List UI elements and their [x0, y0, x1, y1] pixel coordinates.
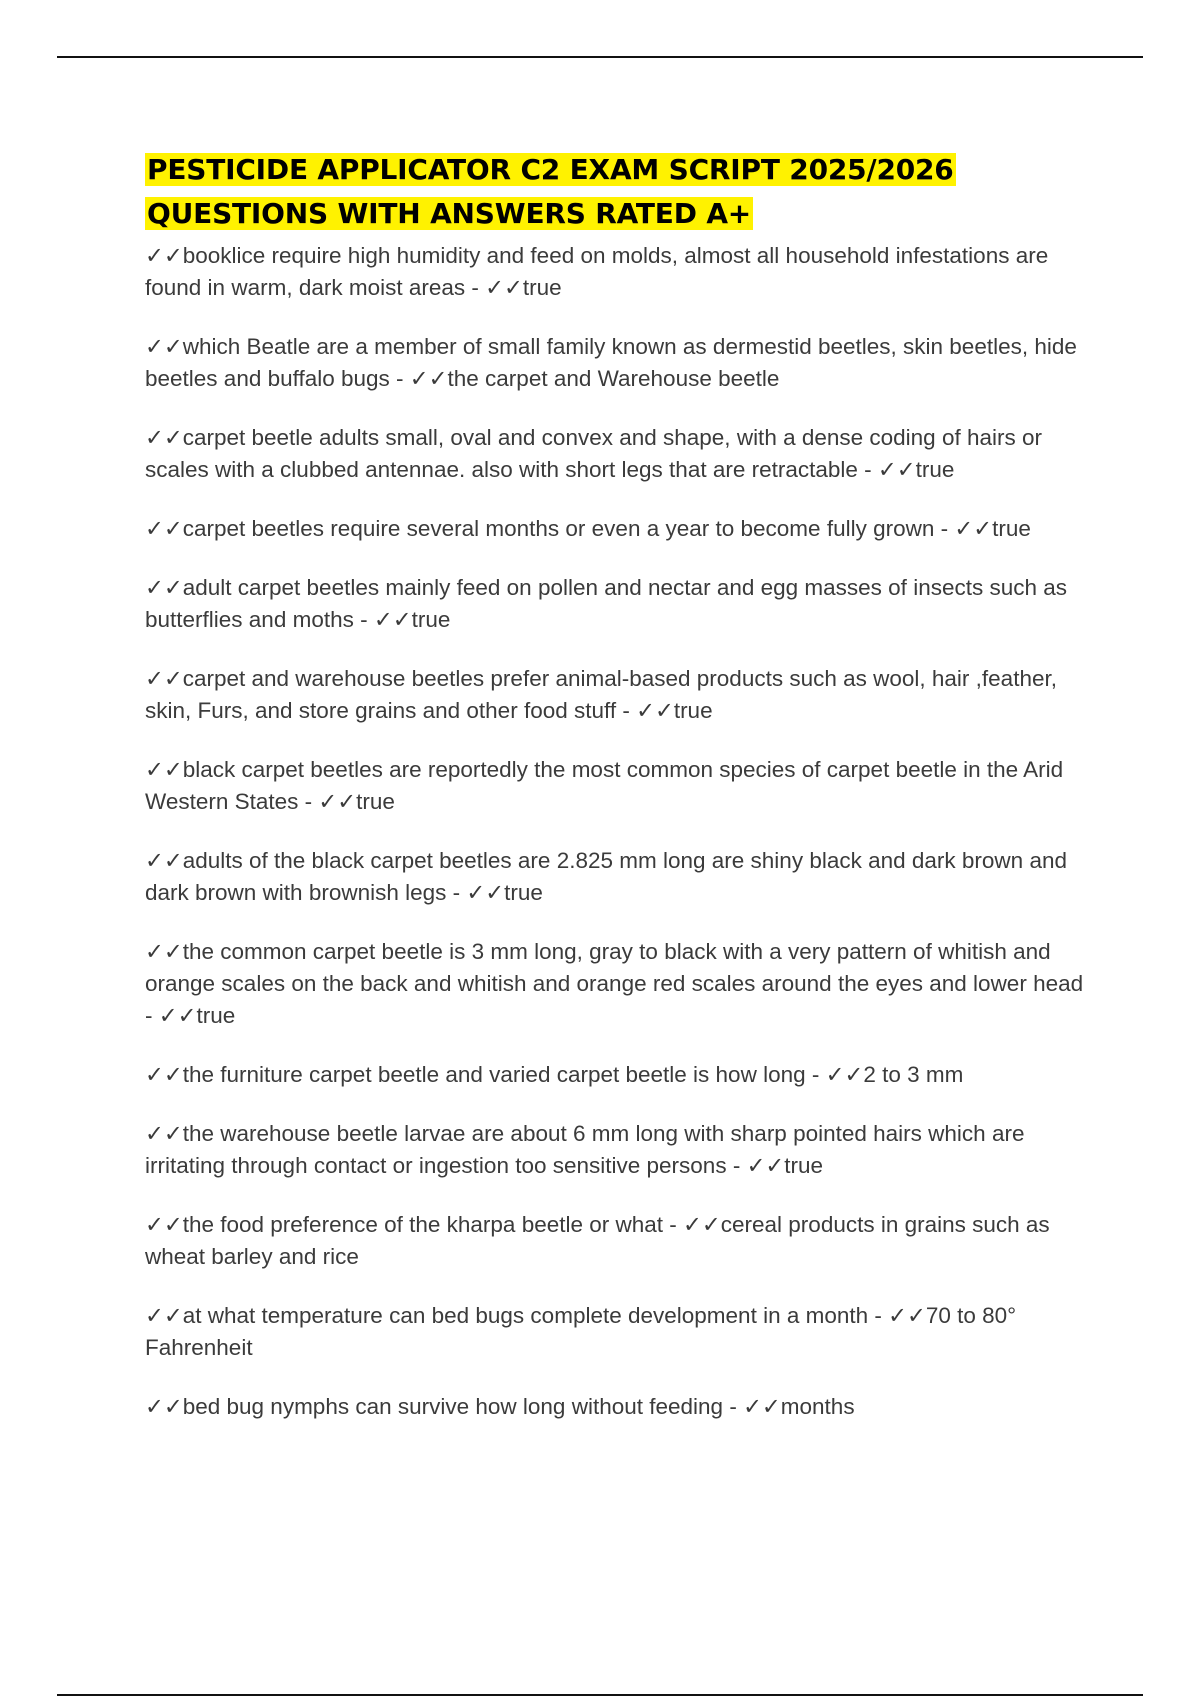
answer-text: months: [780, 1394, 855, 1419]
question-text: at what temperature can bed bugs complete development in a month: [182, 1303, 869, 1328]
question-check-icon: ✓✓: [145, 425, 183, 450]
qa-separator: -: [726, 1153, 747, 1178]
answer-text: true: [784, 1153, 824, 1178]
answer-text: true: [673, 698, 713, 723]
question-text: the furniture carpet beetle and varied carpet beetle is how long: [182, 1062, 806, 1087]
question-check-icon: ✓✓: [145, 243, 183, 268]
answer-check-icon: ✓✓: [825, 1062, 864, 1087]
qa-separator: -: [934, 516, 955, 541]
question-text: adult carpet beetles mainly feed on pollen and nectar and egg masses of insects such as butterflies and moths: [145, 575, 1068, 632]
answer-check-icon: ✓✓: [373, 607, 412, 632]
qa-item: [145, 572, 1090, 636]
question-text: which Beatle are a member of small family known as dermestid beetles, skin beetles, hide beetles and buffalo bugs: [145, 334, 1077, 391]
qa-list: [145, 240, 1090, 1423]
question-check-icon: ✓✓: [145, 848, 183, 873]
question-text: the common carpet beetle is 3 mm long, gray to black with a very pattern of whitish and orange scales on the back and whitish and orange red scales around the eyes and lower head: [145, 939, 1084, 996]
answer-check-icon: ✓✓: [409, 366, 448, 391]
qa-separator: -: [353, 607, 374, 632]
question-check-icon: ✓✓: [145, 757, 183, 782]
bottom-rule: [57, 1694, 1143, 1696]
answer-text: 2 to 3 mm: [863, 1062, 964, 1087]
answer-text: true: [196, 1003, 236, 1028]
answer-check-icon: ✓✓: [888, 1303, 926, 1328]
question-check-icon: ✓✓: [145, 1212, 183, 1237]
qa-separator: -: [145, 1003, 159, 1028]
qa-separator: -: [446, 880, 467, 905]
answer-check-icon: ✓✓: [485, 275, 523, 300]
qa-separator: -: [298, 789, 319, 814]
question-check-icon: ✓✓: [145, 575, 183, 600]
question-check-icon: ✓✓: [145, 939, 183, 964]
qa-separator: -: [805, 1062, 826, 1087]
question-text: carpet beetle adults small, oval and convex and shape, with a dense coding of hairs or scales with a clubbed antennae. also with short legs that are retractable: [145, 425, 1042, 482]
answer-text: true: [992, 516, 1031, 541]
qa-separator: -: [663, 1212, 684, 1237]
question-text: carpet and warehouse beetles prefer animal-based products such as wool, hair ,feather, skin, Furs, and store grains and other food stuff: [145, 666, 1057, 723]
qa-separator: -: [868, 1303, 889, 1328]
answer-text: true: [411, 607, 451, 632]
answer-check-icon: ✓✓: [318, 789, 357, 814]
qa-separator: -: [389, 366, 410, 391]
question-text: black carpet beetles are reportedly the most common species of carpet beetle in the Arid Western States: [145, 757, 1064, 814]
qa-separator: -: [465, 275, 486, 300]
question-text: adults of the black carpet beetles are 2.825 mm long are shiny black and dark brown and dark brown with brownish legs: [145, 848, 1067, 905]
answer-check-icon: ✓✓: [743, 1394, 781, 1419]
qa-separator: -: [723, 1394, 744, 1419]
answer-text: true: [915, 457, 955, 482]
answer-text: true: [356, 789, 395, 814]
qa-item: [145, 663, 1090, 727]
question-text: the warehouse beetle larvae are about 6 mm long with sharp pointed hairs which are irritating through contact or ingestion too sensitive persons: [145, 1121, 1025, 1178]
answer-text: true: [504, 880, 543, 905]
question-text: bed bug nymphs can survive how long without feeding: [182, 1394, 724, 1419]
question-check-icon: ✓✓: [145, 334, 183, 359]
qa-item: [145, 754, 1090, 818]
top-rule: [57, 56, 1143, 58]
qa-item: [145, 845, 1090, 909]
answer-text: the carpet and Warehouse beetle: [447, 366, 780, 391]
question-check-icon: ✓✓: [145, 666, 183, 691]
qa-item: [145, 240, 1090, 304]
title-line-1: PESTICIDE APPLICATOR C2 EXAM SCRIPT 2025/2026: [147, 153, 954, 186]
qa-item: [145, 1209, 1090, 1273]
question-check-icon: ✓✓: [145, 1394, 183, 1419]
document-title: [145, 148, 1090, 236]
qa-item: [145, 331, 1090, 395]
qa-item: [145, 1391, 1090, 1423]
answer-check-icon: ✓✓: [954, 516, 993, 541]
qa-item: [145, 422, 1090, 486]
answer-check-icon: ✓✓: [466, 880, 505, 905]
qa-item: [145, 1118, 1090, 1182]
qa-item: [145, 1300, 1090, 1364]
answer-text: true: [522, 275, 562, 300]
question-text: booklice require high humidity and feed on molds, almost all household infestations are found in warm, dark moist areas: [145, 243, 1049, 300]
title-line-2: QUESTIONS WITH ANSWERS RATED A+: [147, 197, 752, 230]
answer-check-icon: ✓✓: [683, 1212, 721, 1237]
answer-check-icon: ✓✓: [636, 698, 674, 723]
question-check-icon: ✓✓: [145, 1121, 183, 1146]
answer-text: cereal products in grains such as wheat barley and rice: [145, 1212, 1050, 1269]
qa-separator: -: [857, 457, 878, 482]
question-check-icon: ✓✓: [145, 1062, 183, 1087]
answer-check-icon: ✓✓: [158, 1003, 197, 1028]
qa-item: [145, 513, 1090, 545]
qa-separator: -: [616, 698, 637, 723]
answer-check-icon: ✓✓: [877, 457, 916, 482]
qa-item: [145, 936, 1090, 1032]
question-check-icon: ✓✓: [145, 1303, 183, 1328]
answer-text: 70 to 80° Fahrenheit: [145, 1303, 1017, 1360]
qa-item: [145, 1059, 1090, 1091]
question-text: the food preference of the kharpa beetle or what: [182, 1212, 664, 1237]
document-body: [145, 148, 1090, 1450]
question-text: carpet beetles require several months or even a year to become fully grown: [182, 516, 935, 541]
answer-check-icon: ✓✓: [746, 1153, 785, 1178]
question-check-icon: ✓✓: [145, 516, 183, 541]
